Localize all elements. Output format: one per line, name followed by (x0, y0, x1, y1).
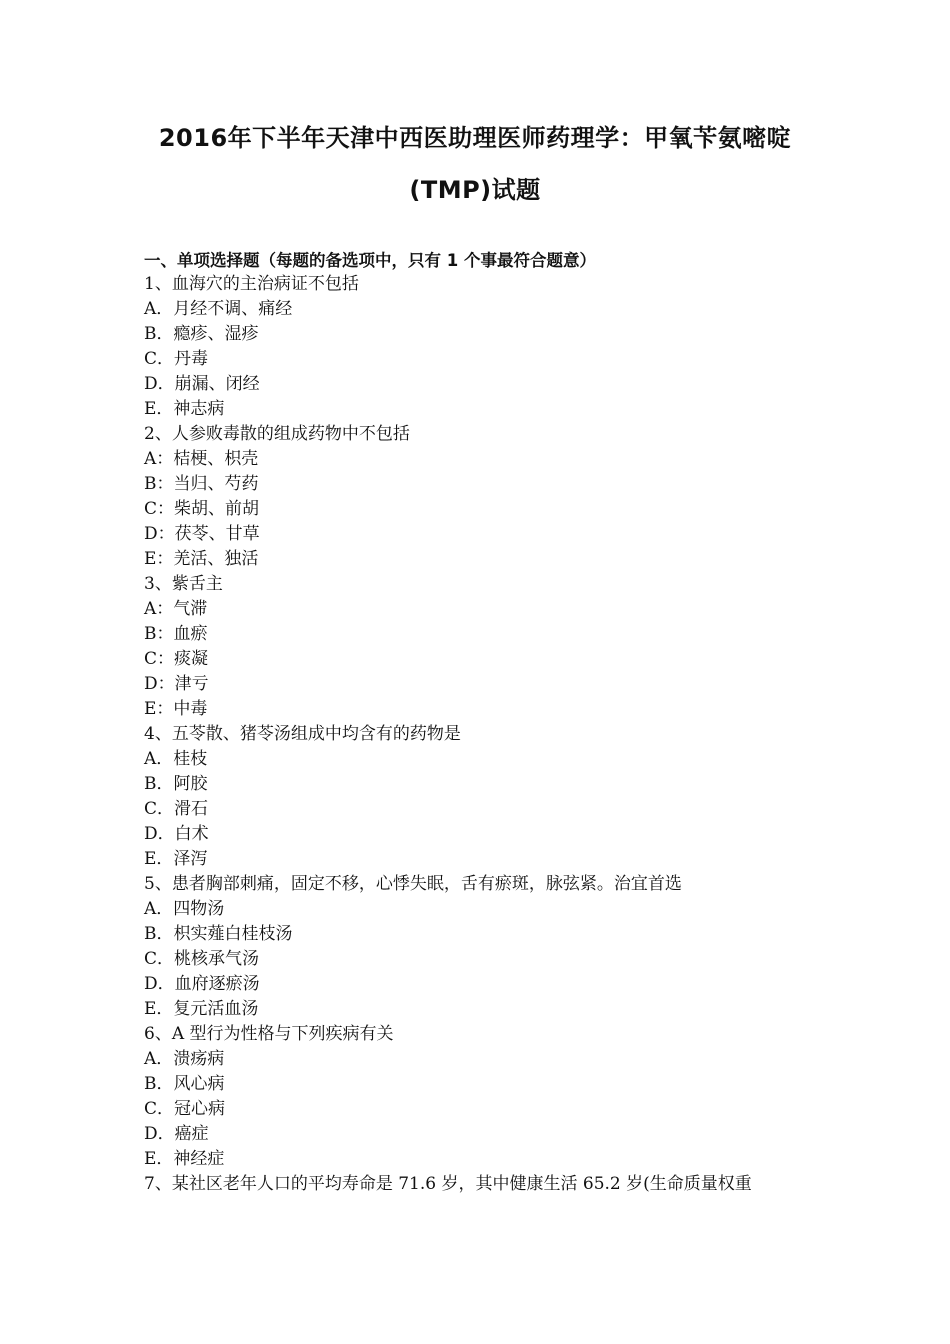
document-title-line-2: (TMP)试题 (409, 176, 541, 204)
answer-option: C．丹毒 (144, 349, 209, 369)
answer-option: E：中毒 (144, 699, 208, 719)
answer-option: C：柴胡、前胡 (144, 499, 260, 519)
answer-option: E．神志病 (144, 399, 225, 419)
question-text: 2、人参败毒散的组成药物中不包括 (144, 424, 410, 444)
answer-option: C．冠心病 (144, 1099, 226, 1119)
answer-option: E．神经症 (144, 1149, 225, 1169)
question-text: 3、紫舌主 (144, 574, 223, 594)
answer-option: B．枳实薤白桂枝汤 (144, 924, 293, 944)
answer-option: D：茯苓、甘草 (144, 524, 260, 544)
question-text: 7、某社区老年人口的平均寿命是 71.6 岁，其中健康生活 65.2 岁(生命质量权重 (144, 1174, 752, 1194)
answer-option: C．桃核承气汤 (144, 949, 260, 969)
answer-option: E．复元活血汤 (144, 999, 259, 1019)
answer-option: C．滑石 (144, 799, 209, 819)
answer-option: D．白术 (144, 824, 209, 844)
answer-option: D：津亏 (144, 674, 209, 694)
answer-option: A．月经不调、痛经 (144, 299, 293, 319)
answer-option: A：气滞 (144, 599, 208, 619)
answer-option: D．癌症 (144, 1124, 209, 1144)
answer-option: A．桂枝 (144, 749, 208, 769)
answer-option: A．四物汤 (144, 899, 225, 919)
answer-option: E．泽泻 (144, 849, 208, 869)
answer-option: C：痰凝 (144, 649, 209, 669)
question-text: 5、患者胸部刺痛，固定不移，心悸失眠，舌有瘀斑，脉弦紧。治宜首选 (144, 874, 682, 894)
answer-option: A：桔梗、枳壳 (144, 449, 259, 469)
answer-option: B．风心病 (144, 1074, 225, 1094)
answer-option: D．血府逐瘀汤 (144, 974, 260, 994)
question-list (144, 272, 844, 1197)
answer-option: D．崩漏、闭经 (144, 374, 260, 394)
answer-option: B．瘾疹、湿疹 (144, 324, 259, 344)
answer-option: B．阿胶 (144, 774, 208, 794)
question-text: 6、A 型行为性格与下列疾病有关 (144, 1024, 394, 1044)
answer-option: B：血瘀 (144, 624, 208, 644)
section-heading: 一、单项选择题（每题的备选项中，只有 1 个事最符合题意） (144, 251, 596, 270)
question-text: 4、五苓散、猪苓汤组成中均含有的药物是 (144, 724, 461, 744)
answer-option: A．溃疡病 (144, 1049, 225, 1069)
answer-option: E：羌活、独活 (144, 549, 259, 569)
answer-option: B：当归、芍药 (144, 474, 259, 494)
document-title-line-1: 2016年下半年天津中西医助理医师药理学：甲氧苄氨嘧啶 (158, 124, 792, 152)
question-text: 1、血海穴的主治病证不包括 (144, 274, 359, 294)
